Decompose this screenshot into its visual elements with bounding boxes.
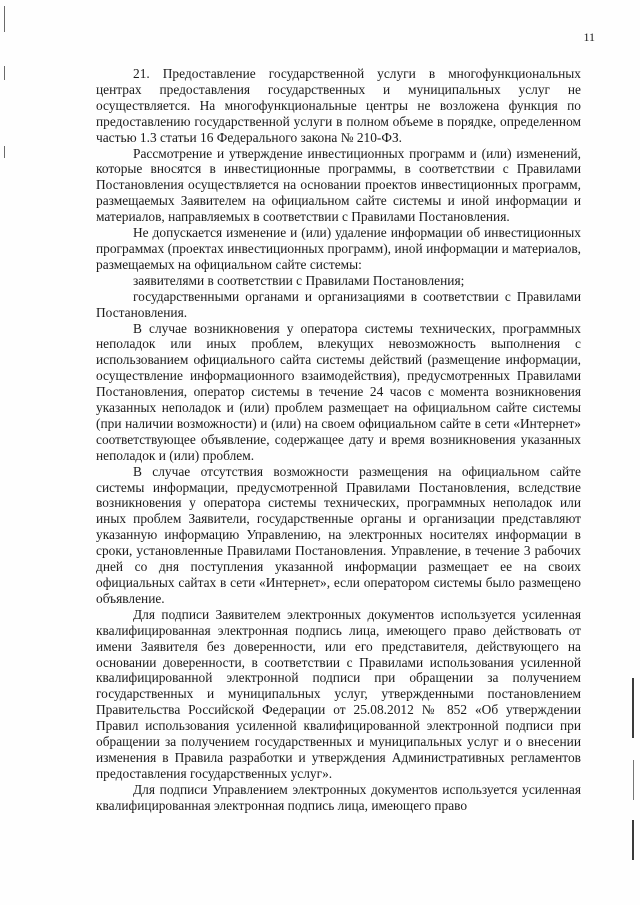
scan-mark-right-3 (632, 820, 634, 860)
paragraph-21: 21. Предоставление государственной услуги в многофункциональных центрах предоставления государственных и муниципальных услуг не осуществляется. На многофункциональные центры не возложена функция по предоставлению государственной услуги в полном объеме в порядке, определенном частью 1.3 статьи 16 Федерального закона № 210-ФЗ. (96, 66, 581, 145)
paragraph-review-approval: Рассмотрение и утверждение инвестиционных программ и (или) изменений, которые вносятся в инвестиционные программы, в соответствии с Правилами Постановления осуществляется на основании проектов инвестиционных программ, размещаемых Заявителем на официальном сайте системы и иной информации и материалов, направляемых в соответствии с Правилами Постановления. (96, 145, 581, 225)
scan-mark-left-1 (4, 6, 5, 32)
list-item-state-bodies: государственными органами и организациями в соответствии с Правилами Постановления. (96, 288, 581, 320)
scan-mark-left-2 (4, 66, 5, 80)
paragraph-department-signature: Для подписи Управлением электронных документов используется усиленная квалифицированная электронная подпись лица, имеющего право (96, 781, 581, 813)
paragraph-no-changes: Не допускается изменение и (или) удаление информации об инвестиционных программах (проектах инвестиционных программ), иной информации и материалов, размещаемых на официальном сайте системы: (96, 225, 581, 272)
scan-mark-right-1 (632, 678, 634, 738)
page-number: 11 (583, 30, 595, 44)
scan-mark-right-2 (633, 760, 634, 800)
scan-mark-left-3 (4, 146, 5, 158)
document-body (96, 66, 581, 814)
paragraph-applicant-signature: Для подписи Заявителем электронных документов используется усиленная квалифицированная электронная подпись лица, имеющего право действовать от имени Заявителя без доверенности, или его представителя, действующего на основании доверенности, в соответствии с Правилами использования усиленной квалифицированной электронной подписи при обращении за получением государственных и муниципальных услуг, утвержденными постановлением Правительства Российской Федерации от 25.08.2012 № 852 «Об утверждении Правил использования усиленной квалифицированной электронной подписи при обращении за получением государственных и муниципальных услуг и о внесении изменения в Правила разработки и утверждения Административных регламентов предоставления государственных услуг». (96, 606, 581, 781)
paragraph-no-posting-possibility: В случае отсутствия возможности размещения на официальном сайте системы информации, предусмотренной Правилами Постановления, вследствие возникновения у оператора системы технических, программных неполадок или иных проблем Заявители, государственные органы и организации представляют указанную информацию Управлению, на электронных носителях информации в сроки, установленные Правилами Постановления. Управление, в течение 3 рабочих дней со дня поступления указанной информации размещает ее на своих официальных сайтах в сети «Интернет», если оператором системы было размещено объявление. (96, 463, 581, 606)
list-item-applicants: заявителями в соответствии с Правилами Постановления; (133, 272, 465, 288)
paragraph-technical-issues: В случае возникновения у оператора системы технических, программных неполадок или иных проблем, влекущих невозможность выполнения с использованием официального сайта системы действий (размещение информации, осуществление информационного взаимодействия), предусмотренных Правилами Постановления, оператор системы в течение 24 часов с момента возникновения указанных неполадок и (или) проблем размещает на официальном сайте системы (при наличии возможности) и (или) на своем официальном сайте в сети «Интернет» соответствующее объявление, содержащее дату и время возникновения указанных неполадок и (или) проблем. (96, 320, 581, 463)
